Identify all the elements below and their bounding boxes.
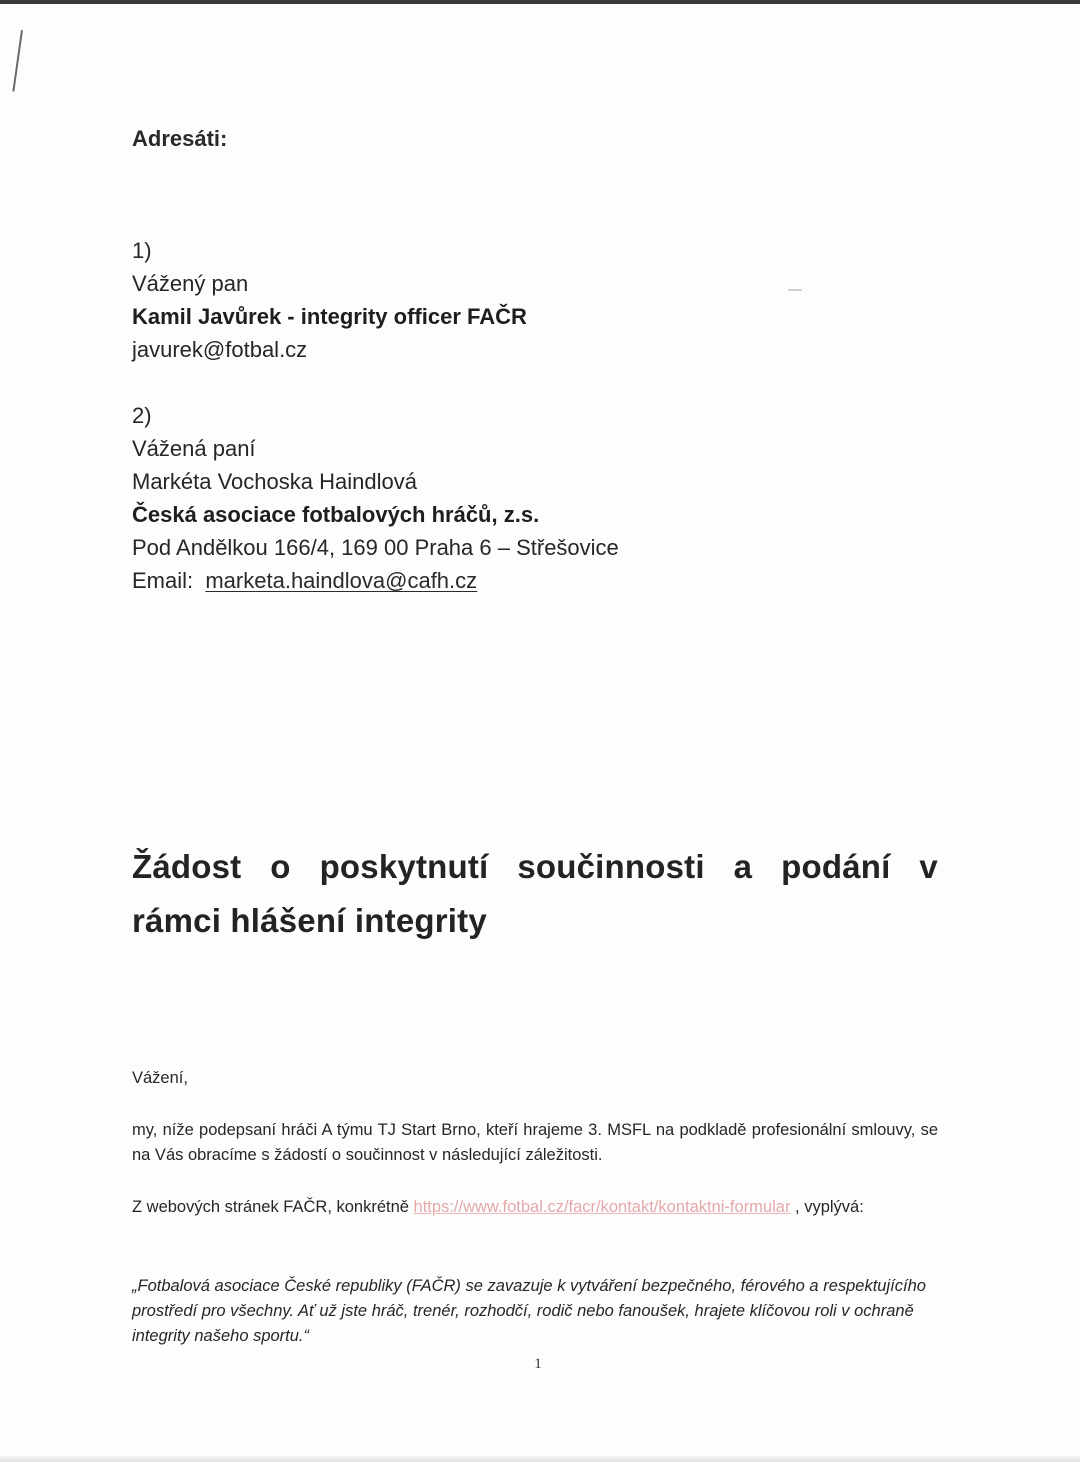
title-word: podání (781, 848, 891, 885)
recipient-2-organization: Česká asociace fotbalových hráčů, z.s. (132, 502, 540, 527)
title-word: a (733, 848, 753, 885)
recipient-2-email-label: Email: (132, 568, 194, 593)
recipient-2-number: 2) (132, 403, 152, 428)
paragraph-2-suffix: , vyplývá: (795, 1198, 864, 1216)
recipient-2-name: Markéta Vochoska Haindlová (132, 469, 417, 494)
scan-top-border (0, 0, 1080, 4)
paragraph-2 (132, 1195, 938, 1220)
title-word: poskytnutí (319, 848, 489, 885)
title-word: o (270, 848, 291, 885)
paragraph-1: my, níže podepsaní hráči A týmu TJ Start Brno, kteří hrajeme 3. MSFL na podkladě profesionální smlouvy, se na Vás obracíme s žádostí o součinnost v následující záležitosti. (132, 1121, 938, 1164)
document-title-line-1 (132, 840, 938, 894)
page-number: 1 (534, 1356, 542, 1372)
recipient-2-salutation: Vážená paní (132, 436, 256, 461)
greeting: Vážení, (132, 1069, 188, 1087)
recipient-1-salutation: Vážený pan (132, 271, 249, 296)
recipient-1-name-role: Kamil Javůrek - integrity officer FAČR (132, 304, 527, 329)
recipient-2-email-link[interactable]: marketa.haindlova@cafh.cz (205, 568, 478, 593)
paragraph-2-prefix: Z webových stránek FAČR, konkrétně (132, 1198, 409, 1216)
recipient-2-email-row (132, 568, 477, 594)
recipient-1-email: javurek@fotbal.cz (132, 337, 308, 362)
document-title (132, 840, 938, 948)
scan-bottom-edge (0, 1456, 1080, 1462)
document-title-line-2: rámci hlášení integrity (132, 902, 487, 939)
scan-speck (788, 289, 802, 291)
addressees-heading: Adresáti: (132, 126, 228, 151)
recipient-2-address: Pod Andělkou 166/4, 169 00 Praha 6 – Střešovice (132, 535, 619, 560)
title-word: součinnosti (517, 848, 705, 885)
contact-form-link[interactable]: https://www.fotbal.cz/facr/kontakt/kontaktni-formular (413, 1198, 791, 1216)
title-word: v (919, 848, 938, 885)
facr-quote: „Fotbalová asociace České republiky (FAČR) se zavazuje k vytváření bezpečného, férového a respektujícího prostředí pro všechny. Ať už jste hráč, trenér, rozhodčí, rodič nebo fanoušek, hrajete klíčovou roli v ochraně integrity našeho sportu.“ (132, 1277, 926, 1345)
recipient-1-number: 1) (132, 238, 152, 263)
scan-pen-mark (12, 30, 23, 92)
title-word: Žádost (132, 848, 242, 885)
